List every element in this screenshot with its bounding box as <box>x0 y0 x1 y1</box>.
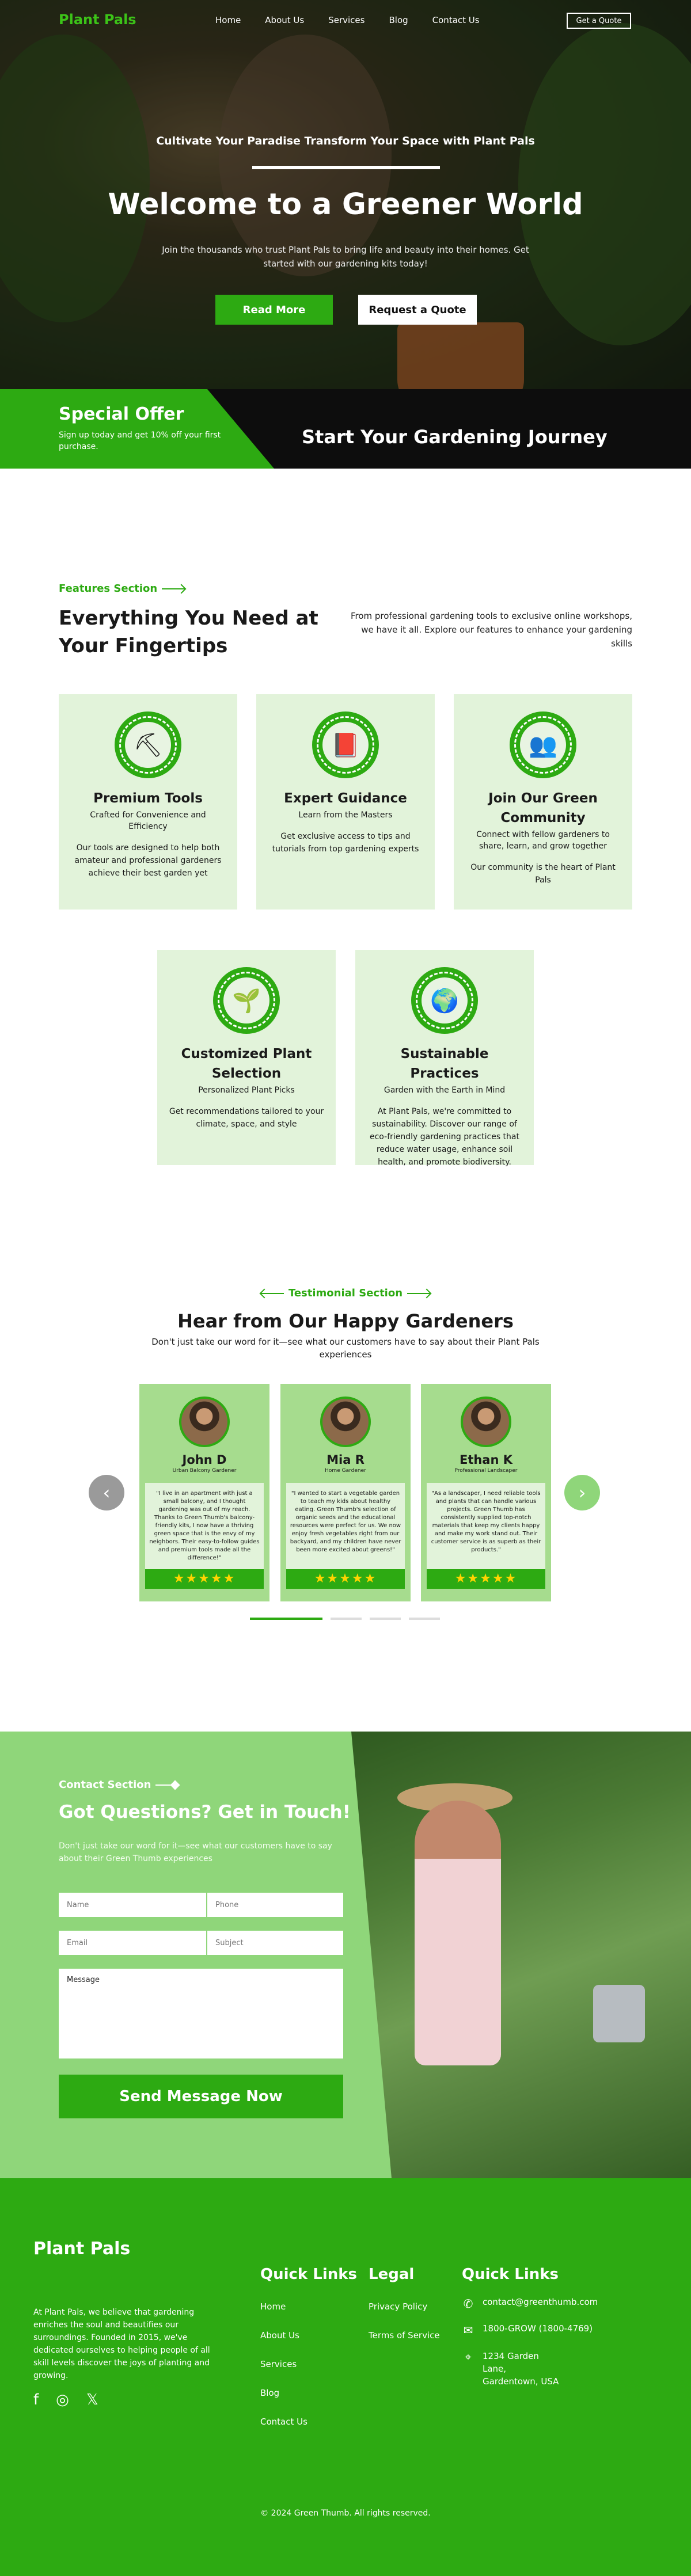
read-more-button[interactable]: Read More <box>215 295 333 325</box>
feature-subtitle: Crafted for Convenience and Efficiency <box>90 811 206 831</box>
contact-info-heading: Quick Links <box>462 2266 559 2283</box>
contact-eyebrow-label: Contact Section <box>59 1779 151 1791</box>
testimonial-quote: "I wanted to start a vegetable garden to teach my kids about healthy eating. Green Thumb's selection of organic seeds and the educational resources were perfect for us. We now enjoy fresh vegetables right from our backyard, and my children have never been more excited about greens!" <box>286 1483 405 1569</box>
send-message-button[interactable]: Send Message Now <box>59 2075 343 2118</box>
instagram-icon[interactable]: ◎ <box>56 2391 69 2408</box>
feature-badge <box>510 711 576 778</box>
features-eyebrow <box>59 583 189 595</box>
nav-link-contact[interactable]: Contact Us <box>432 15 480 25</box>
gardener-figure <box>415 1801 501 2065</box>
contact-email-row <box>462 2297 598 2311</box>
avatar <box>179 1397 230 1447</box>
star-rating: ★★★★★ <box>145 1569 264 1589</box>
logo[interactable]: Plant Pals <box>59 12 136 28</box>
carousel-dot-active[interactable] <box>250 1618 322 1620</box>
request-quote-button[interactable]: Request a Quote <box>358 295 477 325</box>
feature-badge <box>312 711 379 778</box>
avatar <box>320 1397 371 1447</box>
offer-text: Sign up today and get 10% off your first purchase. <box>59 431 221 451</box>
legal-links-list <box>369 2301 440 2359</box>
mail-icon: ✉ <box>463 2323 473 2337</box>
contact-address-row <box>462 2350 598 2388</box>
carousel-dot[interactable] <box>331 1618 362 1620</box>
footer-link-privacy[interactable]: Privacy Policy <box>369 2301 428 2312</box>
testimonial-card <box>139 1384 269 1601</box>
watering-can <box>593 1985 645 2042</box>
feature-title: Sustainable Practices <box>400 1047 489 1081</box>
footer-link-services[interactable]: Services <box>260 2359 297 2369</box>
email-field[interactable] <box>59 1931 206 1955</box>
message-field[interactable]: Message <box>59 1969 343 2058</box>
testimonial-name: Mia R <box>326 1453 365 1467</box>
contact-phone[interactable]: 1800-GROW (1800-4769) <box>483 2323 593 2334</box>
nav-link-services[interactable]: Services <box>328 15 365 25</box>
community-icon: 👥 <box>520 722 566 768</box>
arrow-right-icon <box>407 1293 430 1294</box>
feature-title: Premium Tools <box>93 791 203 806</box>
footer-about: At Plant Pals, we believe that gardening enriches the soul and beautifies our surroundings. Founded in 2015, we've dedicated ourselves to helping people of all skill levels discover the joys of planting and growing. <box>33 2308 210 2380</box>
testimonial-eyebrow-label: Testimonial Section <box>288 1287 403 1299</box>
carousel-pagination <box>250 1618 440 1620</box>
hero-divider <box>252 166 440 169</box>
nav-links <box>215 15 480 25</box>
hero-title: Welcome to a Greener World <box>108 188 583 222</box>
feature-text: Get exclusive access to tips and tutorials from top gardening experts <box>272 832 419 854</box>
quick-links-list <box>260 2301 307 2445</box>
top-nav <box>0 0 691 40</box>
contact-phone-row <box>462 2323 598 2337</box>
features-description: From professional gardening tools to exclusive online workshops, we have it all. Explore our features to enhance your gardening skills <box>350 611 632 649</box>
feature-text: Get recommendations tailored to your climate, space, and style <box>169 1107 324 1129</box>
testimonial-quote: "I live in an apartment with just a small balcony, and I thought gardening was out of my reach. Thanks to Green Thumb's balcony-friendly kits, I now have a thriving green space that is the envy of my neighbors. Their easy-to-follow guides and premium tools made all the difference!" <box>145 1483 264 1569</box>
x-icon[interactable]: 𝕏 <box>86 2391 98 2408</box>
get-quote-button[interactable]: Get a Quote <box>567 13 631 29</box>
testimonial-quote: "As a landscaper, I need reliable tools and plants that can handle various projects. Green Thumb has consistently supplied top-notch materials that keep my clients happy and make my work stand out. Their customer service is as superb as their products." <box>427 1483 545 1569</box>
offer-title: Special Offer <box>59 404 184 424</box>
testimonial-card <box>421 1384 551 1601</box>
subject-field[interactable] <box>207 1931 343 1955</box>
testimonial-description: Don't just take our word for it—see what our customers have to say about their Plant Pals experiences <box>151 1337 540 1360</box>
feature-subtitle: Learn from the Masters <box>298 811 393 820</box>
feature-card-expert-guidance <box>256 694 435 910</box>
quick-links-heading: Quick Links <box>260 2266 358 2283</box>
feature-subtitle: Connect with fellow gardeners to share, learn, and grow together <box>476 830 610 851</box>
contact-eyebrow <box>59 1779 183 1791</box>
contact-email[interactable]: contact@greenthumb.com <box>483 2297 598 2307</box>
feature-subtitle: Personalized Plant Picks <box>198 1086 295 1095</box>
earth-icon: 🌍 <box>422 977 468 1023</box>
star-rating: ★★★★★ <box>427 1569 545 1589</box>
footer <box>0 2178 691 2576</box>
contact-title: Got Questions? Get in Touch! <box>59 1802 351 1822</box>
contact-address: 1234 Garden Lane, Gardentown, USA <box>483 2351 559 2387</box>
features-title: Everything You Need at Your Fingertips <box>59 607 318 657</box>
facebook-icon[interactable]: f <box>33 2391 39 2408</box>
hero-subtitle: Cultivate Your Paradise Transform Your Space with Plant Pals <box>156 135 535 147</box>
contact-description: Don't just take our word for it—see what our customers have to say about their Green Thumb experiences <box>59 1841 332 1863</box>
carousel-next-button[interactable] <box>564 1475 600 1510</box>
social-links <box>33 2391 98 2408</box>
footer-link-terms[interactable]: Terms of Service <box>369 2330 440 2341</box>
nav-link-blog[interactable]: Blog <box>389 15 408 25</box>
feature-card-sustainable <box>355 950 534 1165</box>
shovel-icon: ⛏ <box>125 722 171 768</box>
sprout-icon: 🌱 <box>223 977 269 1023</box>
legal-heading: Legal <box>369 2266 415 2283</box>
testimonial-name: Ethan K <box>459 1453 513 1467</box>
feature-card-community <box>454 694 632 910</box>
testimonial-name: John D <box>182 1453 227 1467</box>
feature-badge <box>213 967 280 1034</box>
testimonial-role: Urban Balcony Gardener <box>172 1468 237 1474</box>
arrow-right-icon <box>162 588 185 589</box>
feature-text: Our tools are designed to help both amateur and professional gardeners achieve their best garden yet <box>74 843 222 878</box>
nav-link-home[interactable]: Home <box>215 15 241 25</box>
testimonial-eyebrow <box>0 1287 691 1299</box>
chevron-left-icon: ‹ <box>102 1482 111 1504</box>
chevron-right-icon: › <box>578 1482 586 1504</box>
copyright: © 2024 Green Thumb. All rights reserved. <box>260 2509 431 2518</box>
name-field[interactable] <box>59 1893 206 1917</box>
feature-card-custom-plants <box>157 950 336 1165</box>
testimonial-role: Professional Landscaper <box>454 1468 518 1474</box>
nav-link-about[interactable]: About Us <box>265 15 305 25</box>
testimonial-role: Home Gardener <box>325 1468 366 1474</box>
location-pin-icon: ⌖ <box>465 2350 472 2364</box>
book-icon: 📕 <box>322 722 369 768</box>
feature-badge <box>411 967 478 1034</box>
hero-description: Join the thousands who trust Plant Pals to bring life and beauty into their homes. Get started with our gardening kits today! <box>162 245 529 269</box>
avatar <box>461 1397 511 1447</box>
carousel-dot[interactable] <box>370 1618 401 1620</box>
footer-link-about[interactable]: About Us <box>260 2330 299 2341</box>
phone-icon: ✆ <box>463 2297 473 2311</box>
feature-title: Join Our Green Community <box>488 791 598 825</box>
feature-badge <box>115 711 181 778</box>
journey-heading: Start Your Gardening Journey <box>302 426 608 448</box>
contact-info <box>462 2297 598 2400</box>
feature-text: Our community is the heart of Plant Pals <box>470 863 616 885</box>
footer-link-contact[interactable]: Contact Us <box>260 2417 307 2427</box>
footer-logo[interactable]: Plant Pals <box>33 2239 131 2259</box>
feature-subtitle: Garden with the Earth in Mind <box>384 1086 506 1095</box>
gardener-photo <box>351 1732 691 2178</box>
star-rating: ★★★★★ <box>286 1569 405 1589</box>
testimonial-title: Hear from Our Happy Gardeners <box>177 1310 514 1332</box>
feature-title: Expert Guidance <box>284 791 407 806</box>
feature-card-premium-tools <box>59 694 237 910</box>
footer-link-home[interactable]: Home <box>260 2301 286 2312</box>
carousel-prev-button[interactable] <box>89 1475 124 1510</box>
footer-link-blog[interactable]: Blog <box>260 2388 280 2398</box>
testimonial-card <box>280 1384 411 1601</box>
arrow-right-icon <box>155 1784 179 1786</box>
carousel-dot[interactable] <box>409 1618 440 1620</box>
features-eyebrow-label: Features Section <box>59 583 158 595</box>
phone-field[interactable] <box>207 1893 343 1917</box>
arrow-left-icon <box>261 1293 284 1294</box>
feature-text: At Plant Pals, we're committed to sustainability. Discover our range of eco-friendly gardening practices that reduce water usage, enhance soil health, and promote biodiversity. <box>370 1107 519 1167</box>
feature-title: Customized Plant Selection <box>181 1047 312 1081</box>
